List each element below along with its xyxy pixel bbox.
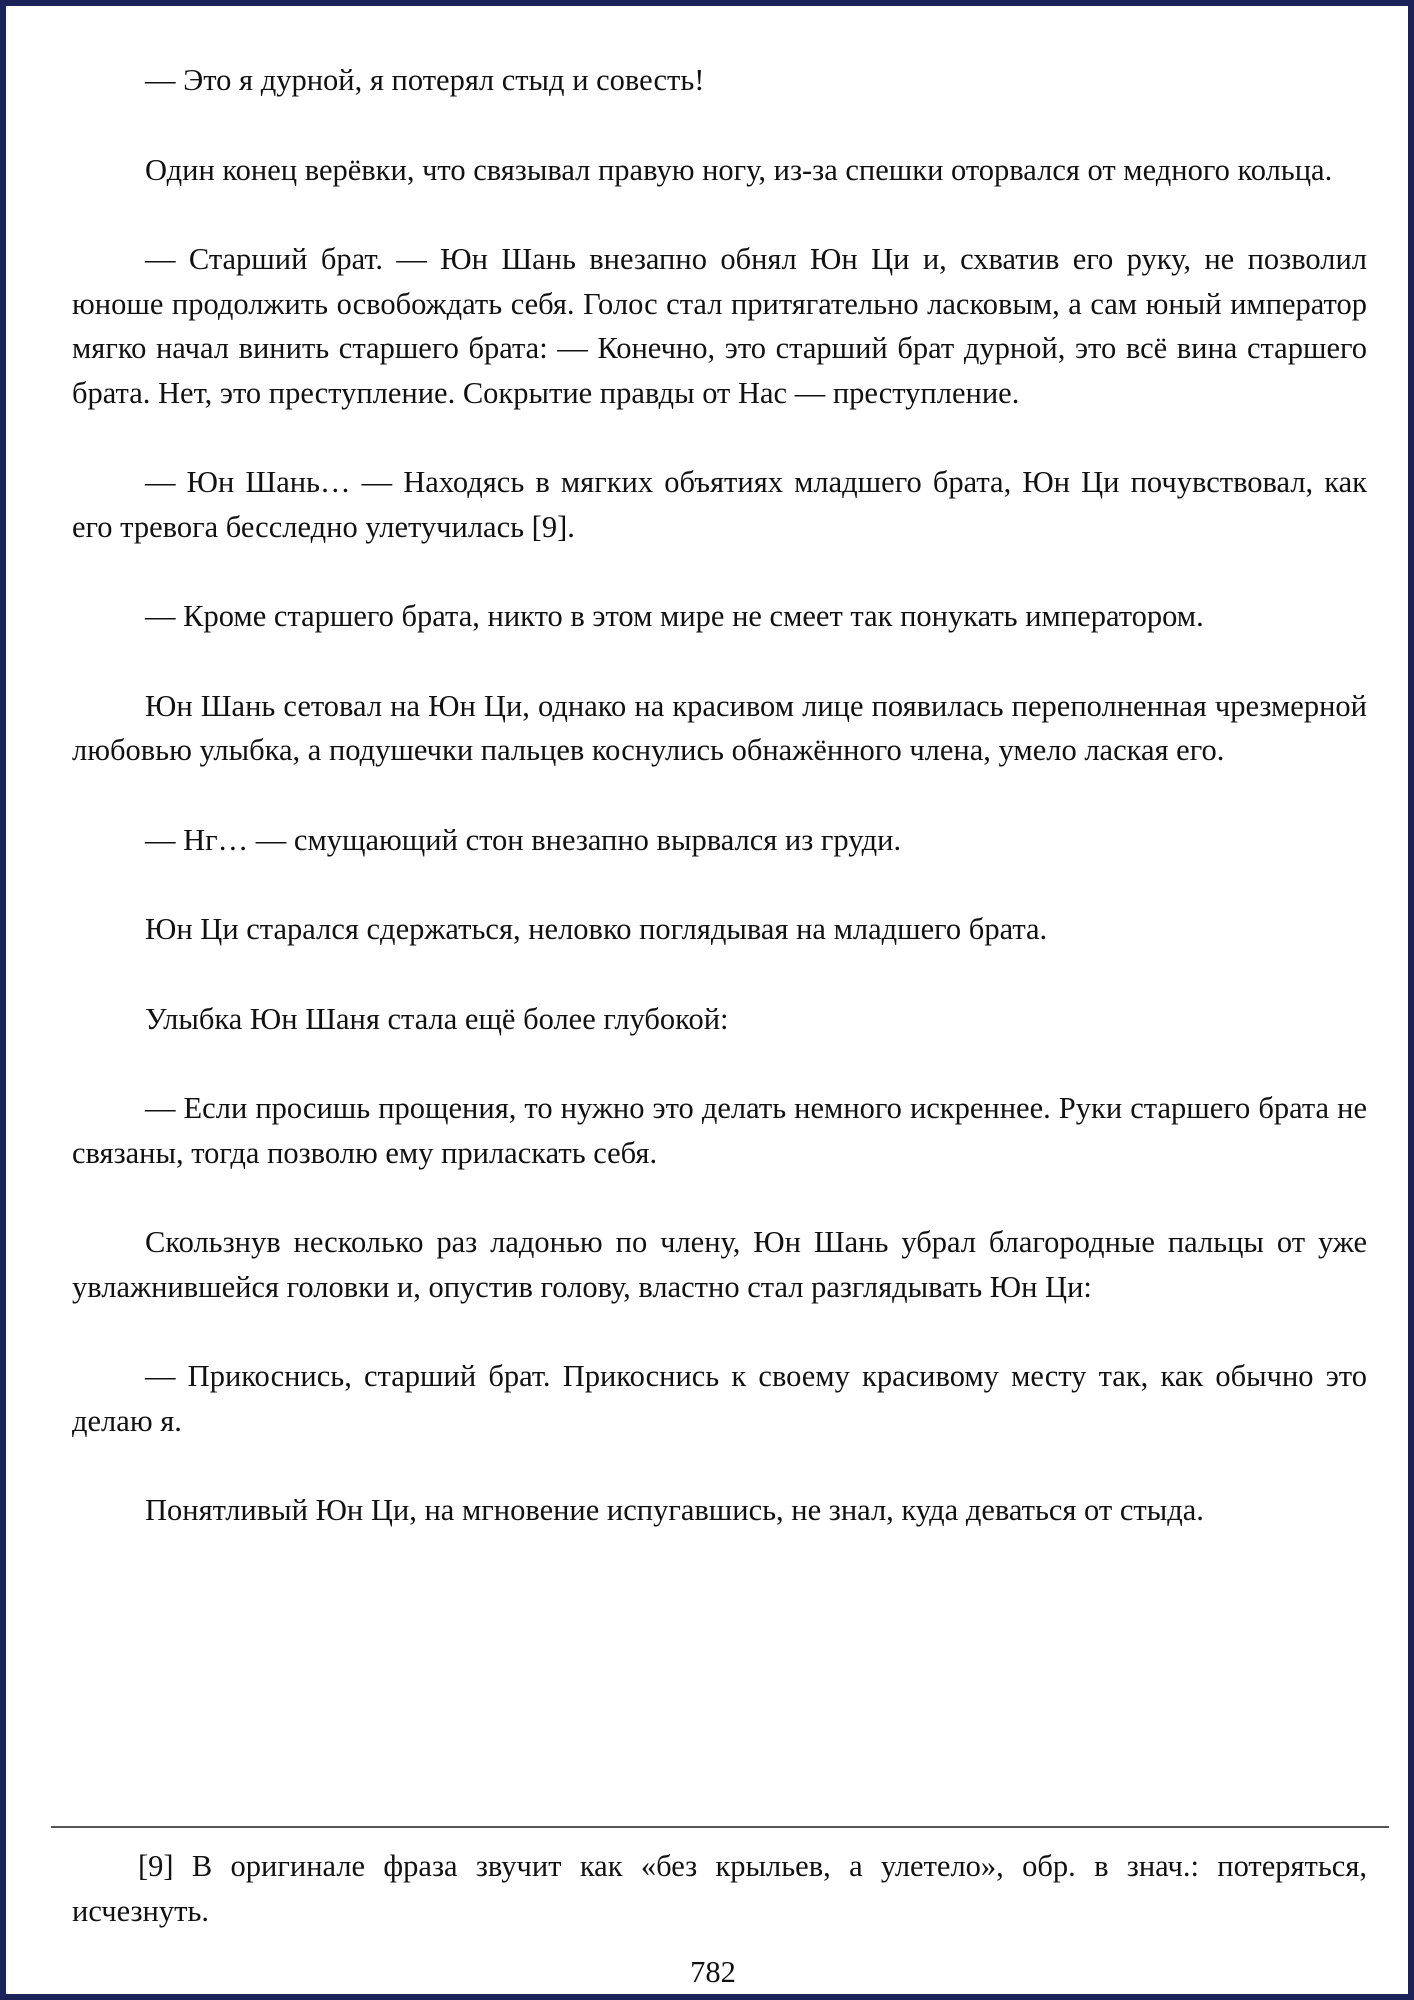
paragraph: Один конец верёвки, что связывал правую ногу, из-за спешки оторвался от медного кольца. xyxy=(145,152,1333,187)
paragraph: — Если просишь прощения, то нужно это делать немного искреннее. Руки старшего брата не связаны, тогда позволю ему приласкать себя. xyxy=(72,1091,1367,1170)
paragraph: — Нг… — смущающий стон внезапно вырвался из груди. xyxy=(145,822,902,857)
paragraph: — Прикоснись, старший брат. Прикоснись к своему красивому месту так, как обычно это делаю я. xyxy=(72,1359,1367,1438)
body-text xyxy=(72,58,1367,1533)
paragraph: — Это я дурной, я потерял стыд и совесть! xyxy=(145,63,705,97)
paragraph: — Старший брат. — Юн Шань внезапно обнял Юн Ци и, схватив его руку, не позволил юноше продолжить освобождать себя. Голос стал притягательно ласковым, а сам юный император мягко начал винить старшего брата: — Конечно, это старший брат дурной, это всё вина старшего брата. Нет, это преступление. Сокрытие правды от Нас — преступление. xyxy=(72,242,1367,410)
paragraph: Юн Шань сетовал на Юн Ци, однако на красивом лице появилась переполненная чрезмерной любовью улыбка, а подушечки пальцев коснулись обнажённого члена, умело лаская его. xyxy=(72,688,1367,767)
footnote-divider xyxy=(51,1826,1389,1828)
paragraph: — Юн Шань… — Находясь в мягких объятиях младшего брата, Юн Ци почувствовал, как его тревога бесследно улетучилась [9]. xyxy=(72,465,1367,544)
paragraph: Юн Ци старался сдержаться, неловко поглядывая на младшего брата. xyxy=(145,912,1048,946)
footnote: [9] В оригинале фраза звучит как «без крыльев, а улетело», обр. в знач.: потеряться, исчезнуть. xyxy=(72,1849,1367,1928)
paragraph: — Кроме старшего брата, никто в этом мире не смеет так понукать императором. xyxy=(145,599,1204,633)
page-number: 782 xyxy=(690,1955,736,1989)
paragraph: Скользнув несколько раз ладонью по члену, Юн Шань убрал благородные пальцы от уже увлажнившейся головки и, опустив голову, властно стал разглядывать Юн Ци: xyxy=(72,1225,1367,1304)
paragraph: Понятливый Юн Ци, на мгновение испугавшись, не знал, куда деваться от стыда. xyxy=(145,1493,1204,1527)
paragraph: Улыбка Юн Шаня стала ещё более глубокой: xyxy=(145,1001,729,1036)
